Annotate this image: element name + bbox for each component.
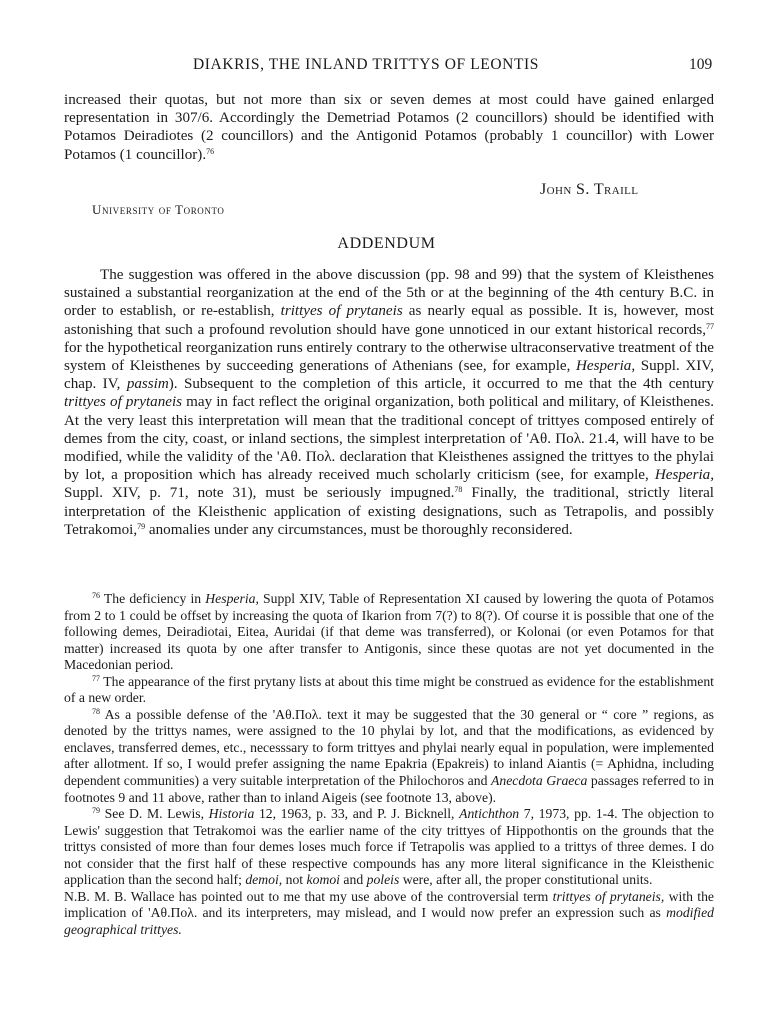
footnote-79-term-demoi: demoi, <box>245 872 283 888</box>
running-title: DIAKRIS, THE INLAND TRITTYS OF LEONTIS <box>193 56 539 73</box>
addendum-text-4: for the hypothetical reorganization runs entirely contrary to the otherwise ultraconservative treatment of the system of Kleisthenes by succeeding generations of Athenians (see, for example, <box>64 339 714 375</box>
footnote-num-78: 78 <box>92 706 100 716</box>
nota-bene <box>64 889 714 939</box>
footnote-ref-77[interactable]: 77 <box>706 321 714 331</box>
footnote-79-term-komoi: komoi <box>306 872 340 888</box>
footnote-79-text-c: 7, 1973, pp. 1-4. The objection to Lewis' suggestion that Tetrakomoi was the earlier name of the city trittyes of Hippothontis on the grounds that the trittys consisted of more than four demes loses much force if Tetrapolis was applied to a trittys of three demes. I do not consider that the first half of these respective compounds has any more literal significance in the Kleisthenic application than the second half; <box>64 806 714 888</box>
footnote-79-text-e: and <box>339 872 367 888</box>
footnotes <box>64 591 714 938</box>
footnote-76-journal: Hesperia, <box>205 591 259 606</box>
footnote-77-text: The appearance of the first prytany lists at about this time might be construed as evidence for the establishment of a new order. <box>64 673 714 706</box>
addendum-text-1: The suggestion was offered in the above discussion (pp. 98 and 99) that the system of Kleisthenes sustained a substantial reorganization at the end of the 5th or at the beginning of the 4th century <box>64 267 714 302</box>
footnote-79-text-a: See D. M. Lewis, <box>100 806 209 822</box>
footnote-num-79: 79 <box>92 806 100 816</box>
author-name: John S. Traill <box>540 181 639 198</box>
footnote-79-term-poleis: poleis <box>366 872 400 888</box>
abbrev-bc: B.C. <box>669 285 698 302</box>
nota-bene-term-1: trittyes of prytaneis, <box>552 888 665 904</box>
footnote-76-text-a: The deficiency in <box>100 591 206 606</box>
footnote-78-title: Anecdota Graeca <box>491 773 588 789</box>
footnote-79-text-d: not <box>282 872 307 888</box>
footnote-78 <box>64 707 714 806</box>
intro-text: increased their quotas, but not more than six or seven demes at most could have gained enlarged representation in 307/6. Accordingly the Demetriad Potamos (2 councillors) should be identified with Potamos Deiradiotes (2 councillors) and the Antigonid Potamos (probably 1 councillor) with Lower Potamos (1 councillor). <box>64 92 714 163</box>
journal-hesperia-2: Hesperia, <box>654 467 714 484</box>
addendum-text-10: anomalies under any circumstances, must be thoroughly reconsidered. <box>145 521 573 538</box>
footnote-76-text-b: Suppl XIV, Table of Representation XI caused by lowering the quota of Potamos from 2 to 1 could be offset by increasing the quota of Ikarion from 7(?) to 8(?). Of course it is possible that one of the following demes, Deiradiotai, Eitea, Auridai (if that deme was transferred), or Kolonai (or even Potamos for that matter) increased its quota by one after transfer to Antigonis, since these quotas are not yet documented in the Macedonian period. <box>64 591 714 673</box>
footnote-77 <box>64 674 714 707</box>
journal-hesperia: Hesperia, <box>575 358 636 375</box>
addendum-text-6: ). Subsequent to the completion of this article, it occurred to me that the 4th century <box>168 376 714 393</box>
footnote-79-journal-historia: Historia <box>208 806 255 822</box>
addendum-text-7: may in fact reflect the original organization, both political and military, of Kleisthenes. At the very least this interpretation will mean that the traditional concept of trittyes composed entirely of demes from the city, coast, or inland sections, the simplest interpretation of 'Aθ. Πολ. 21.4, will have to be modified, while the validity of the 'Aθ. Πολ. declaration that Kleisthenes assigned the trittyes to the phylai by lot, a proposition which has already received much scholarly criticism (see, for example, <box>64 394 714 484</box>
addendum-text-5: Suppl. XIV, chap. IV, <box>64 358 714 393</box>
author-affiliation: University of Toronto <box>92 202 225 217</box>
nota-bene-text-a: N.B. M. B. Wallace has pointed out to me that my use above of the controversial term <box>64 888 553 904</box>
footnote-ref-79[interactable]: 79 <box>137 521 146 531</box>
footnote-ref-78[interactable]: 78 <box>454 485 463 495</box>
footnote-79-text-f: were, after all, the proper constitutional units. <box>399 872 653 888</box>
addendum-paragraph <box>64 266 714 539</box>
nota-bene-term-2: modified geographical trittyes. <box>64 905 714 937</box>
addendum-text-9: Finally, the traditional, strictly literal interpretation of the Kleisthenic application of existing designations, such as Tetrapolis, and possibly Tetrakomoi, <box>64 485 714 538</box>
nota-bene-text-b: with the implication of 'Aθ.Πολ. and its interpreters, may mislead, and I would now prefer an expression such as <box>64 888 715 921</box>
intro-paragraph <box>64 91 714 164</box>
footnote-78-text-b: passages referred to in footnotes 9 and 11 above, rather than to inland Aigeis (see footnote 13, above). <box>64 773 714 805</box>
term-trittyes-of-prytaneis: trittyes of prytaneis <box>280 303 403 320</box>
term-trittyes-of-prytaneis-2: trittyes of prytaneis <box>64 394 183 411</box>
page-number: 109 <box>689 56 713 73</box>
addendum-text-3: as nearly equal as possible. It is, however, most astonishing that such a profound revolution should have gone unnoticed in our extant historical records, <box>64 303 715 338</box>
footnote-76 <box>64 591 714 674</box>
footnote-78-text-a: As a possible defense of the 'Aθ.Πολ. text it may be suggested that the 30 general or “ core ” regions, as denoted by the trittys names, were assigned to the 10 phylai by lot, and that the modifications, as evidenced by enclaves, transferred demes, etc., necesssary to form trittyes and phylai nearly equal in population, were implemented after allotment. If so, I would prefer assigning the name Epakria (Epakreis) to inland Aiantis (= Aphidna, including dependent communities) a very suitable interpretation of the Philochoros and <box>64 706 714 789</box>
addendum-heading: ADDENDUM <box>337 235 436 252</box>
term-passim: passim <box>126 376 169 393</box>
footnote-79 <box>64 806 714 889</box>
footnote-num-76: 76 <box>92 591 100 600</box>
addendum-text-2: in order to establish, or re-establish, <box>64 285 715 320</box>
footnote-79-text-b: 12, 1963, p. 33, and P. J. Bicknell, <box>254 806 460 822</box>
footnote-num-77: 77 <box>92 673 100 683</box>
running-head <box>0 56 773 76</box>
footnote-79-journal-antichthon: Antichthon <box>459 806 520 822</box>
footnote-ref-76[interactable]: 76 <box>206 146 215 156</box>
addendum-text-8: Suppl. XIV, p. 71, note 31), must be seriously impugned. <box>64 485 455 502</box>
